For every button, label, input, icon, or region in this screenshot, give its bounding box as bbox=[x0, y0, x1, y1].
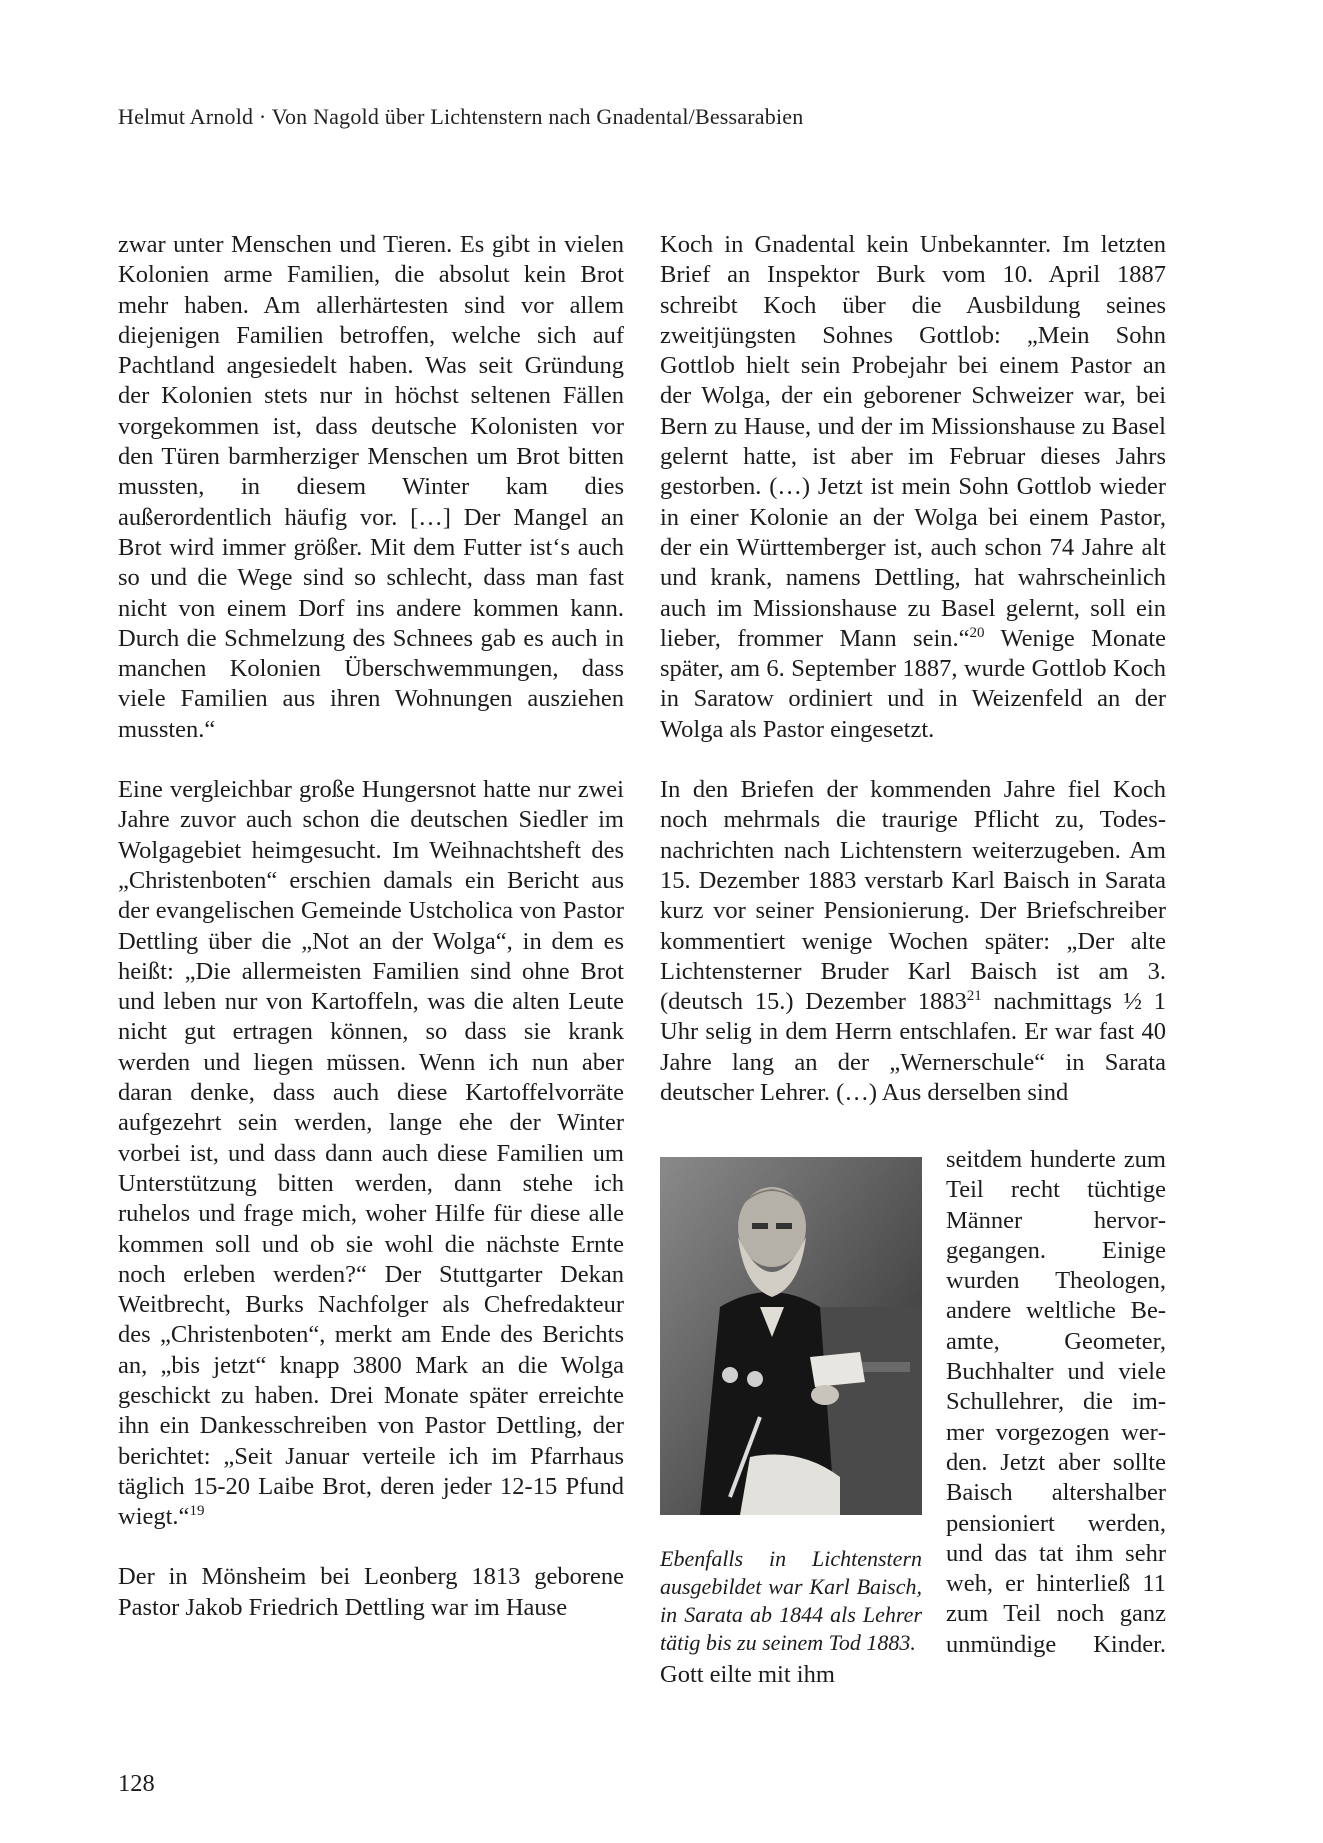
figure-caption: Ebenfalls in Lichtenstern ausgebildet war Karl Baisch, in Sarata ab 1844 als Lehrer tätig bis zu seinem Tod 1883. bbox=[660, 1546, 922, 1655]
right-column bbox=[660, 230, 1166, 1108]
paragraph-text: nachmittags ½ 1 Uhr selig in dem Herrn entschlafen. Er war fast 40 Jahre lang an der „Wernerschule“ in Sarata deutscher Lehrer. (…) Aus derselben sind bbox=[660, 988, 1166, 1107]
paragraph-text: Wenige Monate später, am 6. September 1887, wurde Gottlob Koch in Saratow ordiniert und in Weizenfeld an der Wolga als Pastor eingesetzt. bbox=[660, 624, 1166, 743]
paragraph-text: Koch in Gnadental kein Unbekannter. Im letzten Brief an Inspektor Burk vom 10. April 1887 schreibt Koch über die Ausbildung seines zweitjüngsten Sohnes Gottlob: „Mein Sohn Gottlob hielt sein Probejahr bei einem Pastor an der Wolga, der ein geborener Schweizer war, bei Bern zu Hause, und der im Missionshause zu Basel gelernt hatte, ist aber im Februar dieses Jahrs gestorben. (…) Jetzt ist mein Sohn Gottlob wieder in einer Kolonie an der Wolga bei einem Pastor, der ein Württemberger ist, auch schon 74 Jahre alt und krank, namens Dettling, hat wahrscheinlich auch im Missionshause zu Basel gelernt, soll ein lieber, frommer Mann sein.“ bbox=[660, 231, 1166, 652]
footnote-marker: 19 bbox=[189, 1503, 205, 1520]
paragraph bbox=[118, 775, 624, 1532]
footnote-marker: 20 bbox=[969, 624, 985, 641]
paragraph bbox=[660, 775, 1166, 1108]
figure-wrap bbox=[660, 1145, 1166, 1690]
page-number: 128 bbox=[118, 1770, 155, 1797]
paragraph bbox=[660, 230, 1166, 745]
paragraph-text: Eine vergleichbar große Hungersnot hatte nur zwei Jahre zuvor auch schon die deutschen Siedler im Wolgagebiet heimgesucht. Im Weihnachtsheft des „Christenboten“ erschien damals ein Bericht aus der evangelischen Gemeinde Ustcholica von Pastor Dettling über die „Not an der Wolga“, in dem es heißt: „Die allermeisten Familien sind ohne Brot und leben nur von Kartoffeln, was die alten Leute nicht gut ertragen können, so dass sie krank werden und liegen müssen. Wenn ich nun aber daran denke, dass auch diese Kartoffelvorräte aufgezehrt sein werden, lange ehe der Winter vorbei ist, und dass dann auch diese Familien um Unterstützung bitten werden, dann stehe ich ruhelos und frage mich, woher Hilfe für diese alle kommen soll und ob sie wohl die nächste Ernte noch erleben werden?“ Der Stuttgarter Dekan Weitbrecht, Burks Nachfolger als Chefredakteur des „Christenboten“, merkt am Ende des Berichts an, „bis jetzt“ knapp 3800 Mark an die Wolga geschickt zu haben. Drei Monate später erreichte ihn ein Dankesschreiben von Pastor Dettling, der berichtet: „Seit Januar verteile ich im Pfarrhaus täglich 15-20 Laibe Brot, deren jeder 12-15 Pfund wiegt.“ bbox=[118, 776, 624, 1531]
paragraph-text: In den Briefen der kommenden Jahre fiel Koch noch mehrmals die traurige Pflicht zu, Todesnachrichten nach Lichtenstern weiterzugeben. Am 15. Dezember 1883 verstarb Karl Baisch in Sarata kurz vor seiner Pensionierung. Der Briefschreiber kommentiert wenige Wochen später: „Der alte Lichtensterner Bruder Karl Baisch ist am 3. (deutsch 15.) Dezember 1883 bbox=[660, 776, 1166, 1016]
footnote-marker: 21 bbox=[966, 988, 982, 1005]
figure bbox=[660, 1145, 922, 1657]
running-header: Helmut Arnold · Von Nagold über Lichtenstern nach Gnadental/Bessarabien bbox=[118, 104, 804, 129]
paragraph: zwar unter Menschen und Tieren. Es gibt in vielen Kolonien arme Familien, die absolut kein Brot mehr haben. Am allerhärtesten sind vor allem diejenigen Familien betroffen, welche sich auf Pachtland angesiedelt haben. Was seit Gründung der Kolonien stets nur in höchst seltenen Fällen vorgekommen ist, dass deutsche Kolonisten vor den Türen barmherziger Menschen um Brot bitten mussten, in diesem Winter kam dies außerordentlich häufig vor. […] Der Mangel an Brot wird immer größer. Mit dem Futter ist‘s auch so und die Wege sind so schlecht, dass man fast nicht von einem Dorf ins andere kommen kann. Durch die Schmelzung des Schnees gab es auch in manchen Kolonien Überschwemmungen, dass viele Familien aus ihren Wohnungen ausziehen mussten.“ bbox=[118, 231, 624, 743]
portrait-photo bbox=[660, 1157, 922, 1515]
paragraph: Der in Mönsheim bei Leonberg 1813 geborene Pastor Jakob Friedrich Dettling war im Hause bbox=[118, 1563, 624, 1621]
paragraph-wrapped: seitdem hunderte zum Teil recht tüchtige Männer hervorgegangen. Einige wurden Theologen, andere weltliche Beamte, Geometer, Buchhalter und viele Schullehrer, die immer vorgezogen werden. Jetzt aber sollte Baisch altershalber pensioniert werden, und das tat ihm sehr weh, er hinterließ 11 zum Teil noch ganz unmündige Kinder. Gott eilte mit ihm bbox=[660, 1146, 1166, 1689]
left-column bbox=[118, 230, 624, 1623]
